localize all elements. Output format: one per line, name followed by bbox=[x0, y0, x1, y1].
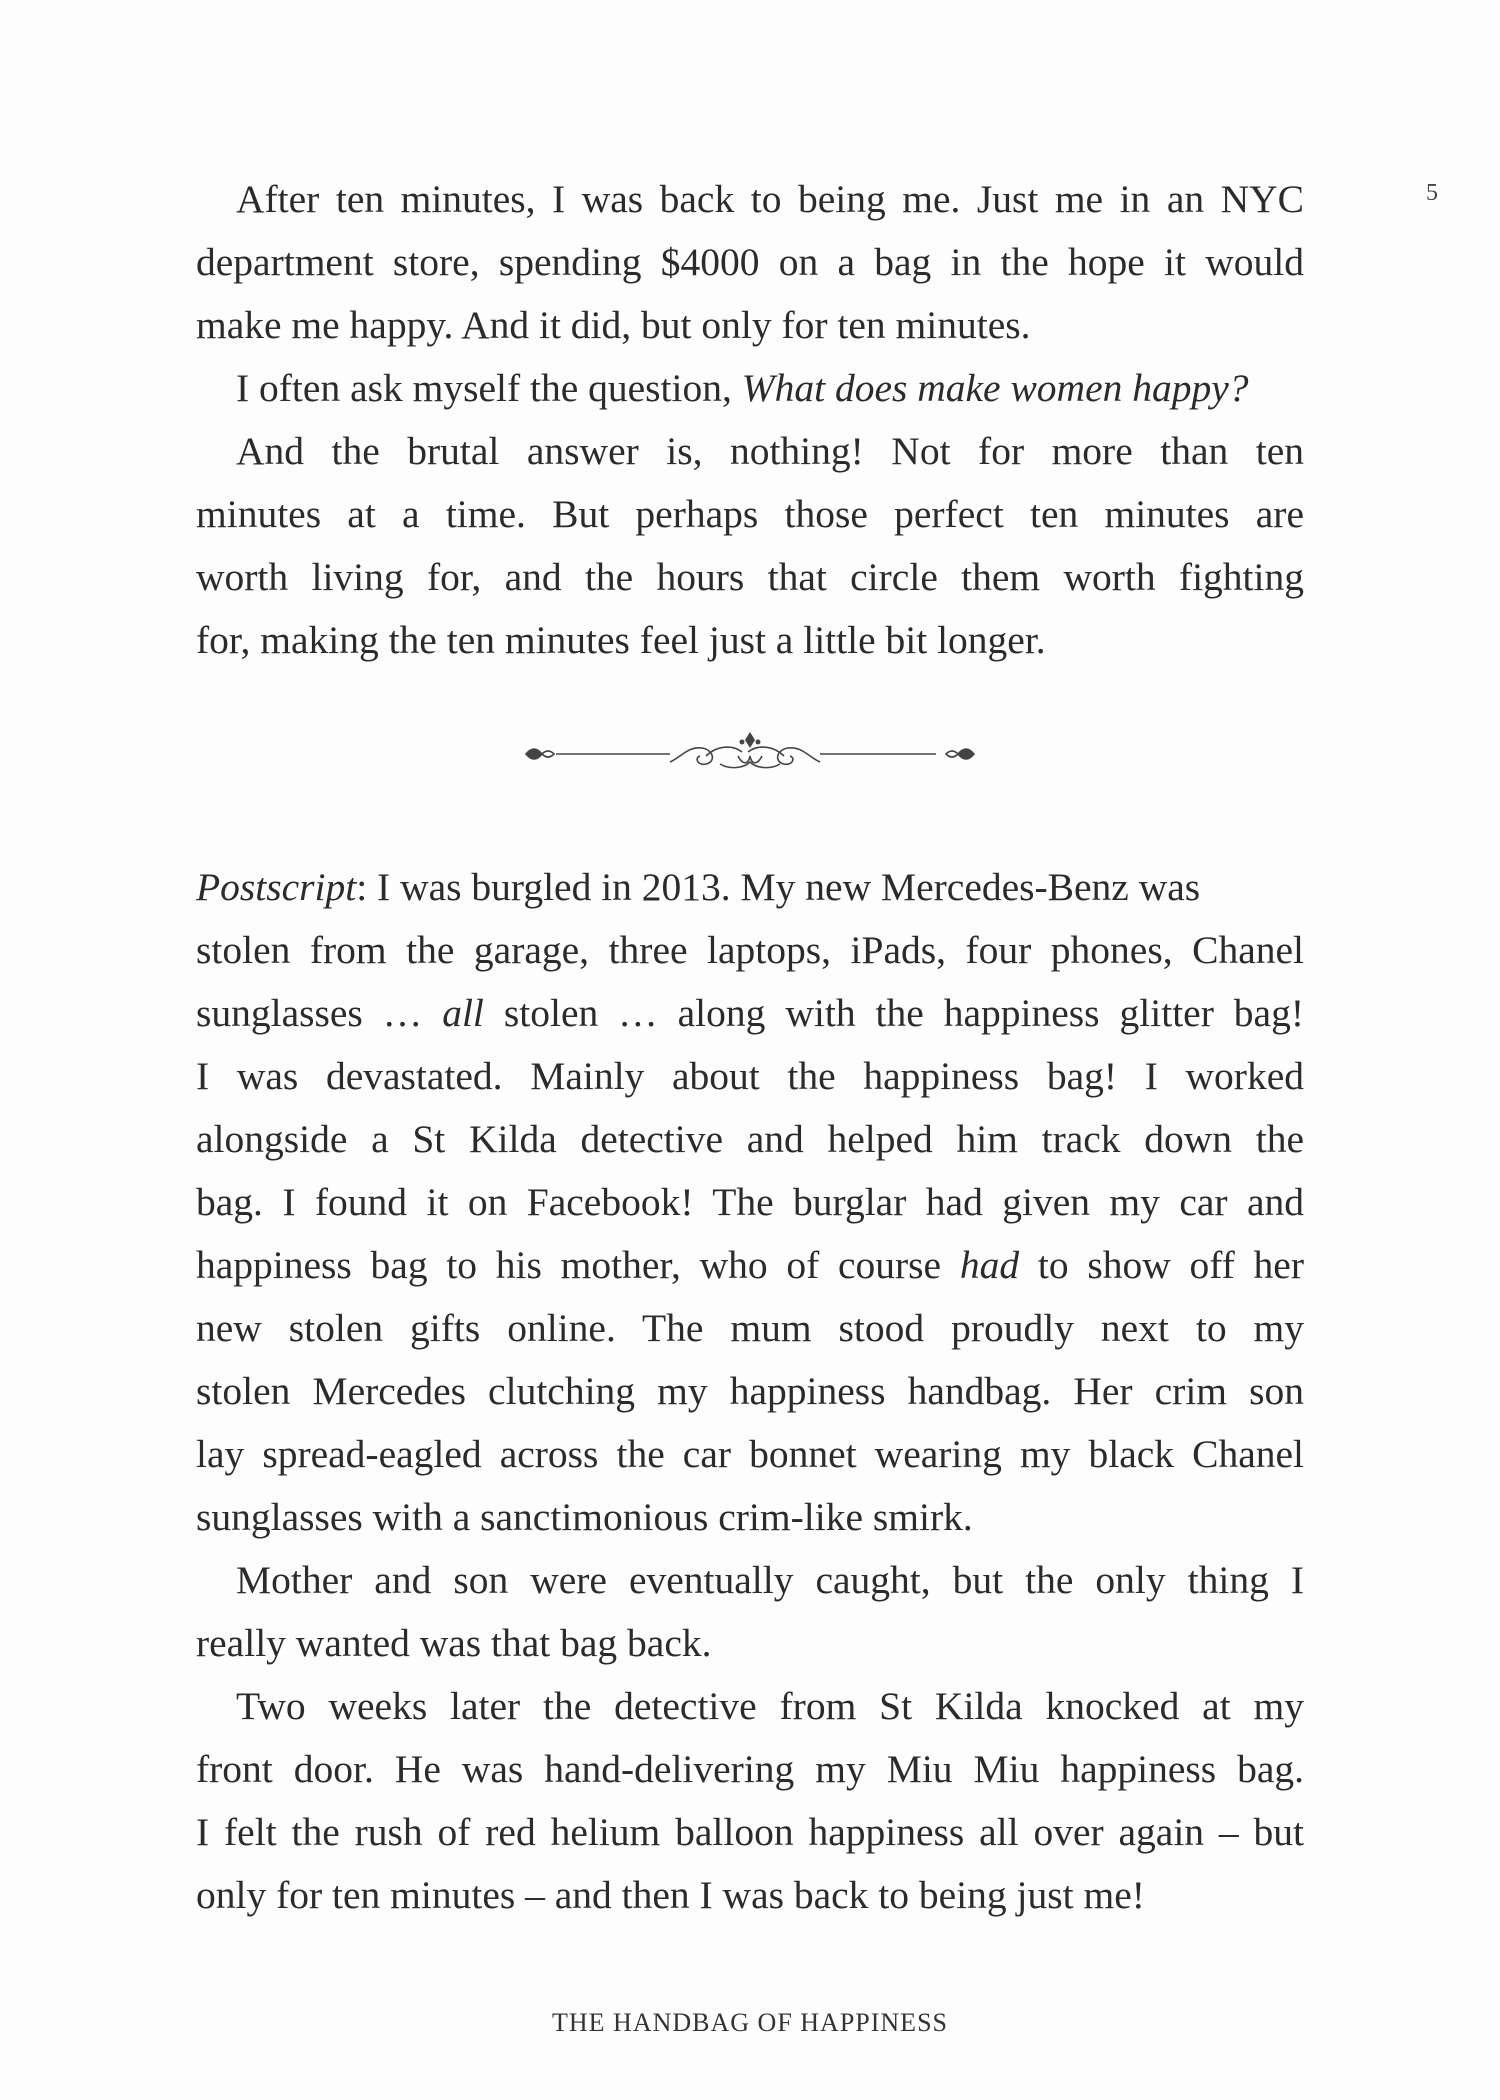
line3-start: sunglasses … bbox=[196, 991, 443, 1035]
text-line: Two weeks later the detective from St Kilda knocked at my bbox=[236, 1684, 1304, 1728]
text-line: lay spread-eagled across the car bonnet wearing my black Chanel bbox=[196, 1432, 1304, 1476]
postscript-label: Postscript bbox=[196, 865, 357, 909]
text-line: stolen Mercedes clutching my happiness handbag. Her crim son bbox=[196, 1369, 1304, 1413]
question-lead: I often ask myself the question, bbox=[236, 366, 742, 410]
text-line: sunglasses with a sanctimonious crim-like smirk. bbox=[196, 1495, 973, 1539]
text-line: I was devastated. Mainly about the happiness bag! I worked bbox=[196, 1054, 1304, 1098]
opening-text bbox=[196, 168, 1304, 672]
running-footer-title: THE HANDBAG OF HAPPINESS bbox=[552, 2008, 948, 2037]
section-divider-ornament bbox=[520, 728, 980, 780]
text-line: only for ten minutes – and then I was back to being just me! bbox=[196, 1873, 1145, 1917]
text-line: stolen from the garage, three laptops, iPads, four phones, Chanel bbox=[196, 928, 1304, 972]
question-italic: What does make women happy? bbox=[741, 366, 1249, 410]
text-line: I felt the rush of red helium balloon happiness all over again – but bbox=[196, 1810, 1304, 1854]
postscript-line1-text: : I was burgled in 2013. My new Mercedes-Benz was bbox=[356, 865, 1201, 909]
text-line: front door. He was hand-delivering my Miu Miu happiness bag. bbox=[196, 1747, 1304, 1791]
text-line: for, making the ten minutes feel just a little bit longer. bbox=[196, 618, 1046, 662]
line3-italic: all bbox=[442, 991, 484, 1035]
text-line: Mother and son were eventually caught, but the only thing I bbox=[236, 1558, 1304, 1602]
text-line bbox=[196, 982, 1304, 1045]
line3-end: stolen … along with the happiness glitter bag! bbox=[483, 991, 1304, 1035]
postscript-text bbox=[196, 856, 1304, 1927]
text-line: After ten minutes, I was back to being me. Just me in an NYC bbox=[236, 177, 1304, 221]
line7-italic: had bbox=[959, 1243, 1020, 1287]
text-line: worth living for, and the hours that circle them worth fighting bbox=[196, 555, 1304, 599]
text-line: minutes at a time. But perhaps those perfect ten minutes are bbox=[196, 492, 1304, 536]
question-line bbox=[196, 357, 1304, 420]
text-line: alongside a St Kilda detective and helped him track down the bbox=[196, 1117, 1304, 1161]
postscript-first-line bbox=[196, 856, 1200, 919]
text-line bbox=[196, 1234, 1304, 1297]
text-line: And the brutal answer is, nothing! Not for more than ten bbox=[236, 429, 1304, 473]
line7-start: happiness bag to his mother, who of course bbox=[196, 1243, 960, 1287]
text-line: really wanted was that bag back. bbox=[196, 1621, 712, 1665]
text-line: new stolen gifts online. The mum stood proudly next to my bbox=[196, 1306, 1304, 1350]
page-number: 5 bbox=[1426, 180, 1438, 206]
text-line: bag. I found it on Facebook! The burglar had given my car and bbox=[196, 1180, 1304, 1224]
line7-end: to show off her bbox=[1019, 1243, 1304, 1287]
text-line: department store, spending $4000 on a bag in the hope it would bbox=[196, 240, 1304, 284]
text-line: make me happy. And it did, but only for ten minutes. bbox=[196, 303, 1031, 347]
postscript-line bbox=[196, 856, 1304, 919]
